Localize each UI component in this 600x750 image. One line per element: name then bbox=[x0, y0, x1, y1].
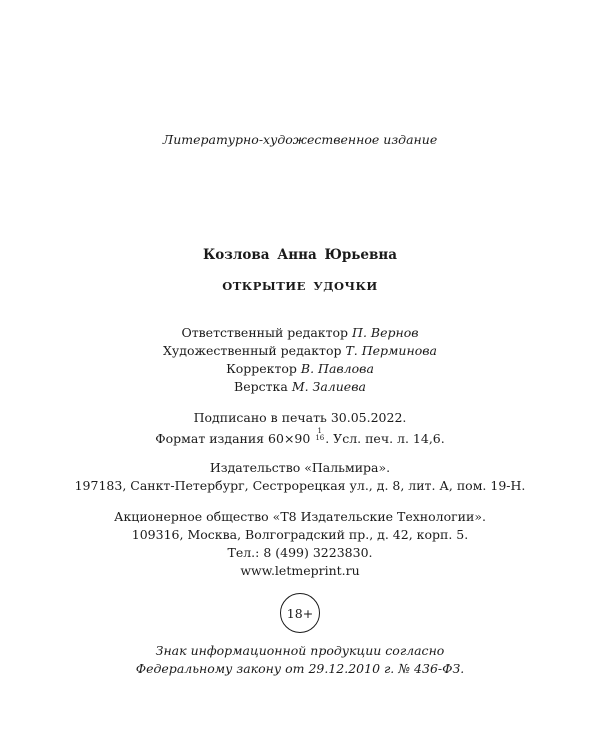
author-name: Козлова Анна Юрьевна bbox=[202, 247, 398, 263]
fraction-denominator: 16 bbox=[315, 434, 325, 442]
fraction-numerator: 1 bbox=[317, 427, 322, 435]
printer-address: 109316, Москва, Волгоградский пр., д. 42, корп. 5. bbox=[131, 527, 469, 542]
book-title: ОТКРЫТИЕ УДОЧКИ bbox=[222, 279, 378, 293]
credit-person: В. Павлова bbox=[300, 361, 374, 376]
credit-role: Ответственный редактор bbox=[181, 325, 349, 340]
info-notice-line-1: Знак информационной продукции согласно bbox=[155, 643, 445, 658]
printer-name: Акционерное общество «Т8 Издательские Технологии». bbox=[114, 509, 486, 524]
format-fraction bbox=[315, 428, 324, 442]
printer-website: www.letmeprint.ru bbox=[240, 563, 360, 578]
publisher-address: 197183, Санкт-Петербург, Сестрорецкая ул., д. 8, лит. А, пом. 19-Н. bbox=[74, 478, 526, 493]
format-prefix: Формат издания 60×90 bbox=[155, 431, 311, 446]
credit-role: Художественный редактор bbox=[163, 343, 342, 358]
credit-role: Верстка bbox=[234, 379, 288, 394]
credit-layout bbox=[0, 379, 600, 395]
format-info bbox=[0, 428, 600, 447]
credit-proofreader bbox=[0, 361, 600, 377]
credit-person: Т. Перминова bbox=[345, 343, 437, 358]
credit-person: М. Залиева bbox=[291, 379, 366, 394]
info-notice-line-2: Федеральному закону от 29.12.2010 г. № 436-ФЗ. bbox=[135, 661, 465, 676]
age-rating-text: 18+ bbox=[286, 605, 314, 621]
publisher-name: Издательство «Пальмира». bbox=[209, 460, 391, 475]
format-suffix: . Усл. печ. л. 14,6. bbox=[325, 431, 445, 446]
credit-role: Корректор bbox=[226, 361, 297, 376]
signed-to-print: Подписано в печать 30.05.2022. bbox=[193, 410, 407, 425]
credit-responsible-editor bbox=[0, 325, 600, 341]
edition-type: Литературно-художественное издание bbox=[162, 132, 438, 147]
credit-person: П. Вернов bbox=[352, 325, 419, 340]
credit-art-editor bbox=[0, 343, 600, 359]
printer-phone: Тел.: 8 (499) 3223830. bbox=[227, 545, 373, 560]
age-rating-badge bbox=[280, 593, 320, 633]
